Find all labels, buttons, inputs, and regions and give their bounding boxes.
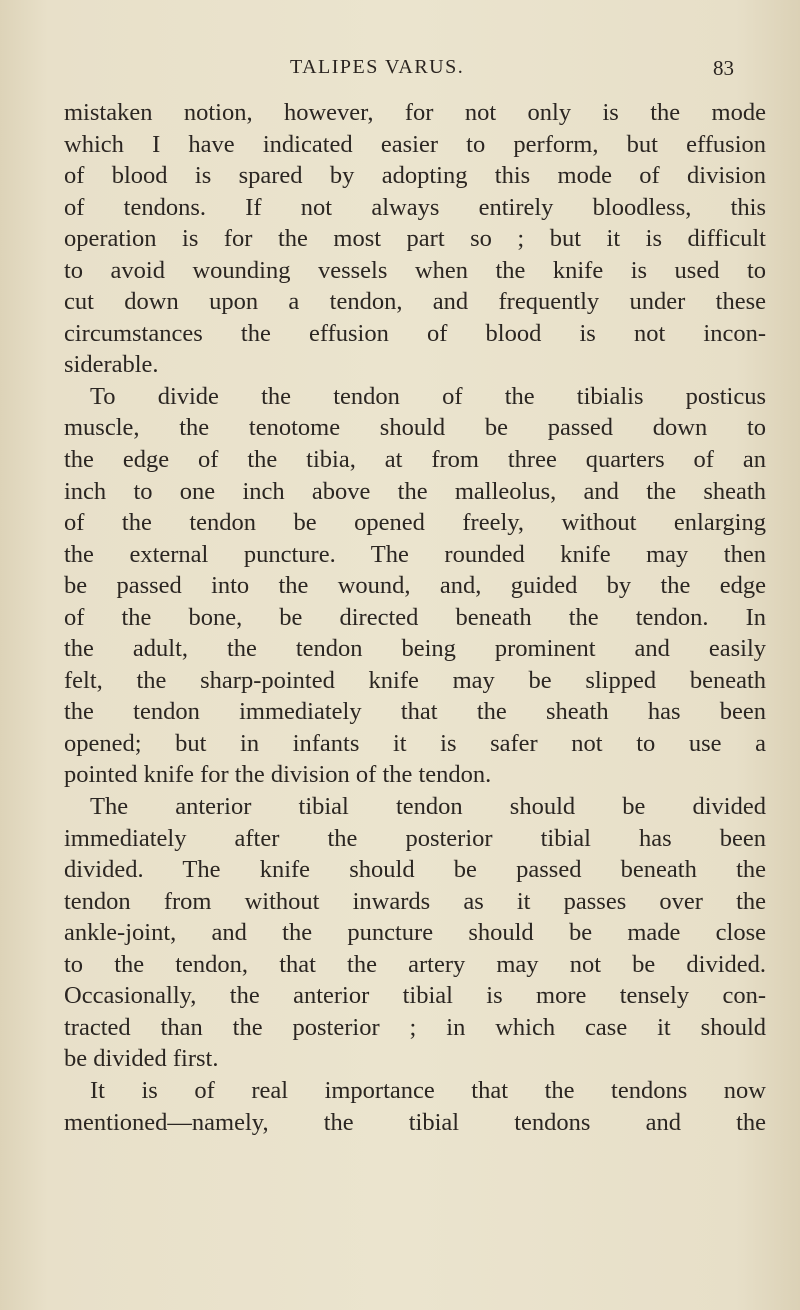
text-line: It is of real importance that the tendons now [90,1076,766,1104]
text-line: inch to one inch above the malleolus, and the sheath [64,477,766,505]
text-line: to avoid wounding vessels when the knife is used to [64,256,766,284]
text-line: of tendons. If not always entirely bloodless, this [64,193,766,221]
text-line: muscle, the tenotome should be passed down to [64,414,766,442]
text-line: to the tendon, that the artery may not be divided. [64,950,766,978]
page-number: 83 [713,56,734,80]
text-line: which I have indicated easier to perform, but effusion [64,130,766,158]
text-line: be divided first. [64,1045,219,1073]
text-line: Occasionally, the anterior tibial is more tensely con- [64,982,766,1010]
text-line: siderable. [64,351,159,379]
text-line: divided. The knife should be passed beneath the [64,856,766,884]
text-line: ankle-joint, and the puncture should be made close [64,919,766,947]
text-line: the tendon immediately that the sheath has been [64,698,766,726]
text-line: the edge of the tibia, at from three quarters of an [64,446,766,474]
text-line: mentioned—namely, the tibial tendons and the [64,1108,766,1136]
text-line: circumstances the effusion of blood is not incon- [64,319,766,347]
text-line: opened; but in infants it is safer not to use a [64,729,766,757]
running-title: TALIPES VARUS. [290,56,465,78]
text-line: be passed into the wound, and, guided by the edge [64,572,766,600]
text-line: tracted than the posterior ; in which case it should [64,1013,766,1041]
text-line: the adult, the tendon being prominent and easily [64,635,766,663]
text-line: immediately after the posterior tibial has been [64,824,766,852]
text-line: the external puncture. The rounded knife may then [64,540,766,568]
text-line: of the bone, be directed beneath the tendon. In [64,603,766,631]
running-head [0,56,800,86]
text-line: of blood is spared by adopting this mode of division [64,162,766,190]
text-line: felt, the sharp-pointed knife may be slipped beneath [64,666,766,694]
text-line: operation is for the most part so ; but it is difficult [64,225,766,253]
text-line: To divide the tendon of the tibialis posticus [90,382,766,410]
body-text [64,97,766,1138]
text-line: mistaken notion, however, for not only is the mode [64,99,766,126]
text-line: tendon from without inwards as it passes over the [64,887,766,915]
text-line: of the tendon be opened freely, without enlarging [64,509,766,537]
text-line: The anterior tibial tendon should be divided [90,793,766,821]
text-line: cut down upon a tendon, and frequently under these [64,288,766,316]
text-line: pointed knife for the division of the tendon. [64,761,492,789]
